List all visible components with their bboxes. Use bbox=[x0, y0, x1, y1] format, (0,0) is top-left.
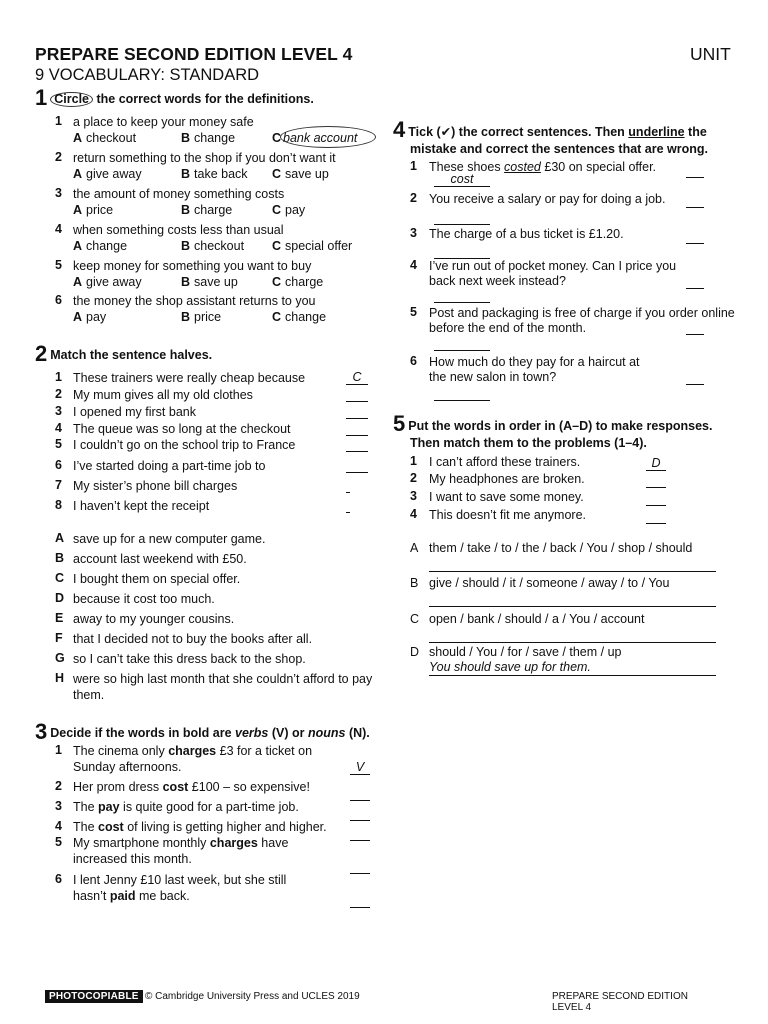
section-1-number: 1 bbox=[35, 85, 48, 110]
section-3-heading bbox=[35, 721, 370, 743]
correction-blank[interactable] bbox=[434, 210, 490, 225]
ending-letter: E bbox=[55, 611, 64, 625]
problem-text: My headphones are broken. bbox=[429, 472, 585, 486]
section-1-heading bbox=[35, 87, 314, 109]
problem-number: 3 bbox=[410, 489, 417, 503]
sentence-pre: The cinema only bbox=[73, 744, 169, 758]
option-b[interactable] bbox=[181, 274, 238, 290]
item-number: 7 bbox=[55, 478, 62, 492]
response-answer-line[interactable] bbox=[429, 556, 716, 572]
option-a[interactable] bbox=[73, 130, 136, 146]
option-text: bank account bbox=[283, 131, 358, 145]
match-answer-blank[interactable] bbox=[346, 421, 368, 436]
problem-text: This doesn’t fit me anymore. bbox=[429, 508, 587, 522]
option-letter: C bbox=[272, 131, 282, 145]
option-text: give away bbox=[86, 167, 142, 181]
vn-answer-blank[interactable] bbox=[350, 826, 370, 841]
jumbled-words: them / take / to / the / back / You / shop / should bbox=[429, 541, 693, 555]
match-answer-blank[interactable] bbox=[646, 456, 666, 471]
option-text: take back bbox=[194, 167, 248, 181]
option-a[interactable] bbox=[73, 309, 106, 325]
definition-text: when something costs less than usual bbox=[73, 223, 284, 237]
vn-answer-blank[interactable] bbox=[350, 760, 370, 775]
item-number: 1 bbox=[55, 370, 62, 384]
match-answer-blank[interactable] bbox=[346, 498, 350, 513]
tick-blank[interactable] bbox=[686, 370, 704, 385]
option-a[interactable] bbox=[73, 202, 113, 218]
item-number: 3 bbox=[55, 404, 62, 418]
item-number: 6 bbox=[410, 354, 417, 368]
sentence-start: My mum gives all my old clothes bbox=[73, 388, 253, 402]
response-answer-text: You should save up for them. bbox=[429, 660, 591, 674]
sentence-line: The charge of a bus ticket is £1.20. bbox=[429, 227, 624, 241]
sentence-ending: so I can’t take this dress back to the shop. bbox=[73, 652, 306, 666]
problem-number: 2 bbox=[410, 471, 417, 485]
page-title: PREPARE SECOND EDITION LEVEL 4 bbox=[35, 44, 353, 64]
sentence-pre: Her prom dress bbox=[73, 780, 163, 794]
ending-letter: D bbox=[55, 591, 65, 605]
sentence-line-2: increased this month. bbox=[73, 852, 192, 866]
response-answer-line[interactable] bbox=[429, 627, 716, 643]
sentence-line-2: back next week instead? bbox=[429, 274, 566, 288]
item-number: 5 bbox=[55, 835, 62, 849]
sentence-pre: I lent Jenny £10 last week, but she still bbox=[73, 873, 287, 887]
sentence-line: Post and packaging is free of charge if you order online bbox=[429, 306, 735, 320]
item-number: 6 bbox=[55, 458, 62, 472]
option-letter: B bbox=[181, 275, 191, 289]
option-letter: A bbox=[73, 167, 83, 181]
sentence-start: I’ve started doing a part-time job to bbox=[73, 459, 266, 473]
ending-letter: B bbox=[55, 551, 65, 565]
item-number: 2 bbox=[55, 387, 62, 401]
definition-text: return something to the shop if you don’t want it bbox=[73, 151, 336, 165]
tick-blank[interactable] bbox=[686, 193, 704, 208]
match-answer-blank[interactable] bbox=[646, 509, 666, 524]
sentence-pre: The bbox=[73, 820, 99, 834]
option-text: change bbox=[285, 310, 327, 324]
option-letter: A bbox=[73, 310, 83, 324]
option-text: checkout bbox=[194, 239, 245, 253]
match-answer-blank[interactable] bbox=[346, 370, 368, 385]
option-text: change bbox=[194, 131, 236, 145]
instr4-e: the bbox=[684, 125, 707, 139]
tick-icon: ✔ bbox=[440, 125, 452, 139]
option-c[interactable] bbox=[272, 238, 352, 254]
jumbled-words: give / should / it / someone / away / to / You bbox=[429, 576, 670, 590]
section-4-number: 4 bbox=[393, 117, 406, 142]
sentence-post: £3 for a ticket on bbox=[216, 744, 313, 758]
instr4-a: Tick ( bbox=[408, 125, 441, 139]
option-text: charge bbox=[285, 275, 324, 289]
option-b[interactable] bbox=[181, 309, 221, 325]
sentence-pre: My smartphone monthly bbox=[73, 836, 210, 850]
option-a[interactable] bbox=[73, 238, 127, 254]
sentence-ending-cont: them. bbox=[73, 688, 105, 702]
option-b[interactable] bbox=[181, 202, 232, 218]
option-letter: C bbox=[272, 203, 282, 217]
response-answer-line[interactable] bbox=[429, 660, 716, 676]
sentence-line-2: the new salon in town? bbox=[429, 370, 557, 384]
section-3-instruction bbox=[50, 725, 370, 741]
option-letter: A bbox=[73, 275, 83, 289]
vn-answer-blank[interactable] bbox=[350, 893, 370, 908]
instr-nouns: nouns bbox=[307, 726, 346, 740]
option-text: charge bbox=[194, 203, 233, 217]
item-number: 2 bbox=[410, 191, 417, 205]
section-1-instruction bbox=[50, 91, 314, 107]
option-b[interactable] bbox=[181, 238, 244, 254]
tick-blank[interactable] bbox=[686, 274, 704, 289]
vn-answer-blank[interactable] bbox=[350, 859, 370, 874]
ending-letter: F bbox=[55, 631, 63, 645]
sentence-line bbox=[73, 743, 312, 759]
match-answer-blank[interactable] bbox=[646, 491, 666, 506]
jumbled-words: should / You / for / save / them / up bbox=[429, 645, 622, 659]
item-number: 4 bbox=[55, 222, 62, 236]
item-number: 2 bbox=[55, 779, 62, 793]
option-letter: B bbox=[181, 131, 191, 145]
definition-text: the amount of money something costs bbox=[73, 187, 285, 201]
instr4-underline: underline bbox=[628, 125, 685, 139]
option-c[interactable] bbox=[272, 202, 305, 218]
sentence-line bbox=[73, 799, 299, 815]
photocopiable-badge: PHOTOCOPIABLE bbox=[45, 990, 143, 1003]
sentence-post: £30 on special offer. bbox=[540, 160, 657, 174]
copyright-text: © Cambridge University Press and UCLES 2019 bbox=[145, 991, 360, 1002]
section-5-heading bbox=[393, 413, 712, 451]
problem-text: I can’t afford these trainers. bbox=[429, 455, 581, 469]
section-4-heading bbox=[393, 119, 708, 157]
definition-text: the money the shop assistant returns to you bbox=[73, 294, 316, 308]
response-answer-line[interactable] bbox=[429, 591, 716, 607]
sentence-line bbox=[73, 819, 327, 835]
item-number: 3 bbox=[410, 226, 417, 240]
vn-answer-blank[interactable] bbox=[350, 786, 370, 801]
sentence-line: How much do they pay for a haircut at bbox=[429, 355, 640, 369]
sentence-ending: because it cost too much. bbox=[73, 592, 215, 606]
section-2-heading bbox=[35, 343, 212, 365]
vn-answer-blank[interactable] bbox=[350, 806, 370, 821]
sentence-start: I opened my first bank bbox=[73, 405, 196, 419]
answer-text: D bbox=[651, 456, 661, 470]
sentence-start: I couldn’t go on the school trip to France bbox=[73, 438, 296, 452]
ending-letter: A bbox=[55, 531, 65, 545]
section-2-number: 2 bbox=[35, 341, 48, 366]
item-number: 6 bbox=[55, 293, 62, 307]
item-number: 5 bbox=[410, 305, 417, 319]
response-letter: D bbox=[410, 645, 420, 659]
instr4-c: ) the correct sentences. Then bbox=[451, 125, 629, 139]
sentence-line bbox=[73, 779, 310, 795]
sentence-start: These trainers were really cheap because bbox=[73, 371, 306, 385]
tick-blank[interactable] bbox=[686, 320, 704, 335]
ending-letter: H bbox=[55, 671, 65, 685]
section-3-number: 3 bbox=[35, 719, 48, 744]
section-1-instruction-text: the correct words for the definitions. bbox=[93, 92, 314, 106]
instr-part-5: (N). bbox=[345, 726, 370, 740]
option-a[interactable] bbox=[73, 274, 142, 290]
item-number: 4 bbox=[410, 258, 417, 272]
option-letter: B bbox=[181, 203, 191, 217]
match-answer-blank[interactable] bbox=[346, 404, 368, 419]
response-letter: A bbox=[410, 541, 419, 555]
sentence-post: of living is getting higher and higher. bbox=[123, 820, 327, 834]
option-text: price bbox=[86, 203, 114, 217]
sentence-pre: The bbox=[73, 800, 99, 814]
sentence-ending: that I decided not to buy the books after all. bbox=[73, 632, 313, 646]
correction-blank[interactable] bbox=[434, 172, 490, 187]
option-c[interactable] bbox=[272, 309, 326, 325]
option-letter: C bbox=[272, 310, 282, 324]
correction-blank[interactable] bbox=[434, 386, 490, 401]
section-2-instruction: Match the sentence halves. bbox=[50, 348, 213, 362]
definition-text: keep money for something you want to buy bbox=[73, 259, 312, 273]
item-number: 8 bbox=[55, 498, 62, 512]
sentence-line bbox=[73, 835, 288, 851]
bold-word: charges bbox=[168, 744, 217, 758]
underlined-mistake: costed bbox=[504, 160, 541, 174]
sentence-start: My sister’s phone bill charges bbox=[73, 479, 238, 493]
option-c[interactable] bbox=[272, 274, 323, 290]
sentence-post: is quite good for a part-time job. bbox=[119, 800, 299, 814]
option-letter: C bbox=[272, 275, 282, 289]
option-letter: A bbox=[73, 131, 83, 145]
option-letter: B bbox=[181, 239, 191, 253]
footer-level: PREPARE SECOND EDITION LEVEL 4 bbox=[552, 991, 688, 1013]
item-number: 4 bbox=[55, 421, 62, 435]
option-text: pay bbox=[86, 310, 107, 324]
tick-blank[interactable] bbox=[686, 229, 704, 244]
sentence-ending: I bought them on special offer. bbox=[73, 572, 241, 586]
section-5-instruction-line1: Put the words in order in (A–D) to make responses. bbox=[408, 419, 713, 433]
response-letter: B bbox=[410, 576, 419, 590]
item-number: 5 bbox=[55, 437, 62, 451]
section-4-instruction-line1 bbox=[408, 124, 707, 140]
option-a[interactable] bbox=[73, 166, 142, 182]
answer-text: cost bbox=[450, 172, 474, 186]
tick-blank[interactable] bbox=[686, 163, 704, 178]
item-number: 1 bbox=[55, 743, 62, 757]
bold-word: paid bbox=[109, 889, 136, 903]
item-number: 6 bbox=[55, 872, 62, 886]
answer-circle bbox=[280, 126, 376, 148]
instr-part-3: (V) or bbox=[268, 726, 308, 740]
item-number: 3 bbox=[55, 799, 62, 813]
page-subtitle: 9 VOCABULARY: STANDARD bbox=[35, 66, 260, 84]
footer bbox=[45, 990, 715, 1013]
sentence-line-2: before the end of the month. bbox=[429, 321, 587, 335]
correction-blank[interactable] bbox=[434, 336, 490, 351]
section-5-number: 5 bbox=[393, 411, 406, 436]
bold-word: charges bbox=[209, 836, 258, 850]
ending-letter: C bbox=[55, 571, 65, 585]
bold-word: cost bbox=[98, 820, 124, 834]
item-number: 2 bbox=[55, 150, 62, 164]
section-5-instruction-line2: Then match them to the problems (1–4). bbox=[410, 436, 647, 450]
option-text: save up bbox=[194, 275, 238, 289]
sentence-start: I haven’t kept the receipt bbox=[73, 499, 210, 513]
sentence-line-2: Sunday afternoons. bbox=[73, 760, 182, 774]
item-number: 5 bbox=[55, 258, 62, 272]
sentence-post: £100 – so expensive! bbox=[188, 780, 310, 794]
option-letter: A bbox=[73, 239, 83, 253]
item-number: 1 bbox=[410, 159, 417, 173]
sentence-pre: These shoes bbox=[429, 160, 505, 174]
option-text: give away bbox=[86, 275, 142, 289]
ending-letter: G bbox=[55, 651, 65, 665]
item-number: 3 bbox=[55, 186, 62, 200]
definition-text: a place to keep your money safe bbox=[73, 115, 254, 129]
sentence-line: You receive a salary or pay for doing a job. bbox=[429, 192, 666, 206]
match-answer-blank[interactable] bbox=[346, 387, 368, 402]
match-answer-blank[interactable] bbox=[346, 437, 368, 452]
option-text: special offer bbox=[285, 239, 353, 253]
sentence-line bbox=[73, 872, 286, 888]
sentence-start: The queue was so long at the checkout bbox=[73, 422, 291, 436]
option-letter: C bbox=[272, 239, 282, 253]
option-letter: B bbox=[181, 167, 191, 181]
item-number: 1 bbox=[55, 114, 62, 128]
answer-text: C bbox=[352, 370, 362, 384]
sentence-ending: away to my younger cousins. bbox=[73, 612, 235, 626]
sentence-ending: were so high last month that she couldn’t afford to pay bbox=[73, 672, 373, 686]
answer-text: V bbox=[355, 760, 365, 774]
response-letter: C bbox=[410, 612, 420, 626]
option-b[interactable] bbox=[181, 130, 235, 146]
option-text: checkout bbox=[86, 131, 137, 145]
match-answer-blank[interactable] bbox=[646, 473, 666, 488]
section-4-instruction-line2: mistake and correct the sentences that are wrong. bbox=[410, 142, 709, 156]
unit-label: UNIT bbox=[690, 44, 731, 64]
option-letter: A bbox=[73, 203, 83, 217]
sentence-line-2 bbox=[73, 888, 190, 904]
sentence-ending: save up for a new computer game. bbox=[73, 532, 266, 546]
problem-text: I want to save some money. bbox=[429, 490, 584, 504]
match-answer-blank[interactable] bbox=[346, 478, 350, 493]
bold-word: pay bbox=[98, 800, 120, 814]
option-letter: B bbox=[181, 310, 191, 324]
instr-verbs: verbs bbox=[235, 726, 269, 740]
correction-blank[interactable] bbox=[434, 288, 490, 303]
option-text: change bbox=[86, 239, 128, 253]
match-answer-blank[interactable] bbox=[346, 458, 368, 473]
instr-part-1: Decide if the words in bold are bbox=[50, 726, 236, 740]
item-number: 4 bbox=[55, 819, 62, 833]
correction-blank[interactable] bbox=[434, 244, 490, 259]
option-c[interactable] bbox=[272, 166, 329, 182]
option-text: pay bbox=[285, 203, 306, 217]
option-text: save up bbox=[285, 167, 329, 181]
sentence-pre: hasn’t bbox=[73, 889, 110, 903]
sentence-post: have bbox=[257, 836, 289, 850]
jumbled-words: open / bank / should / a / You / account bbox=[429, 612, 645, 626]
sentence-post: me back. bbox=[135, 889, 190, 903]
bold-word: cost bbox=[162, 780, 189, 794]
circle-word: Circle bbox=[50, 92, 93, 107]
sentence-line: I’ve run out of pocket money. Can I price you bbox=[429, 259, 677, 273]
option-text: price bbox=[194, 310, 222, 324]
problem-number: 4 bbox=[410, 507, 417, 521]
sentence-ending: account last weekend with £50. bbox=[73, 552, 247, 566]
option-b[interactable] bbox=[181, 166, 248, 182]
problem-number: 1 bbox=[410, 454, 417, 468]
option-letter: C bbox=[272, 167, 282, 181]
